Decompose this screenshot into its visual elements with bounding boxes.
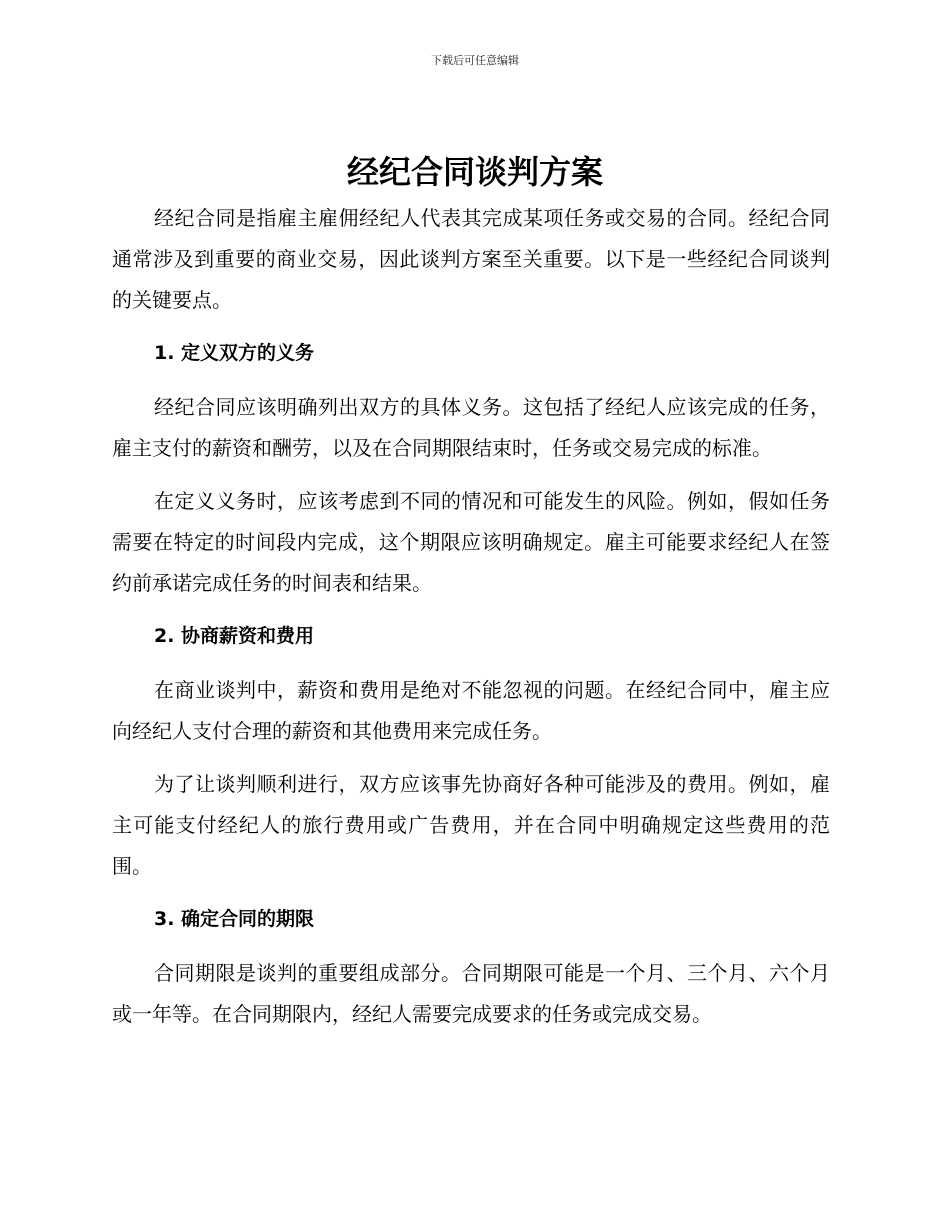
document-body [112,198,830,1047]
body-paragraph: 为了让谈判顺利进行，双方应该事先协商好各种可能涉及的费用。例如，雇主可能支付经纪人的旅行费用或广告费用，并在合同中明确规定这些费用的范围。 [112,772,830,878]
header-note: 下载后可任意编辑 [431,54,519,67]
section-heading: 3. 确定合同的期限 [154,908,315,930]
body-paragraph: 合同期限是谈判的重要组成部分。合同期限可能是一个月、三个月、六个月或一年等。在合同期限内，经纪人需要完成要求的任务或完成交易。 [112,961,830,1026]
section-heading: 1. 定义双方的义务 [154,342,315,364]
body-paragraph: 经纪合同应该明确列出双方的具体义务。这包括了经纪人应该完成的任务，雇主支付的薪资和酬劳，以及在合同期限结束时，任务或交易完成的标准。 [112,395,830,460]
body-paragraph: 在商业谈判中，薪资和费用是绝对不能忽视的问题。在经纪合同中，雇主应向经纪人支付合理的薪资和其他费用来完成任务。 [112,678,830,743]
section-heading: 2. 协商薪资和费用 [154,625,315,647]
intro-paragraph: 经纪合同是指雇主雇佣经纪人代表其完成某项任务或交易的合同。经纪合同通常涉及到重要的商业交易，因此谈判方案至关重要。以下是一些经纪合同谈判的关键要点。 [112,206,830,312]
document-title: 经纪合同谈判方案 [346,153,603,191]
body-paragraph: 在定义义务时，应该考虑到不同的情况和可能发生的风险。例如，假如任务需要在特定的时间段内完成，这个期限应该明确规定。雇主可能要求经纪人在签约前承诺完成任务的时间表和结果。 [112,489,830,595]
